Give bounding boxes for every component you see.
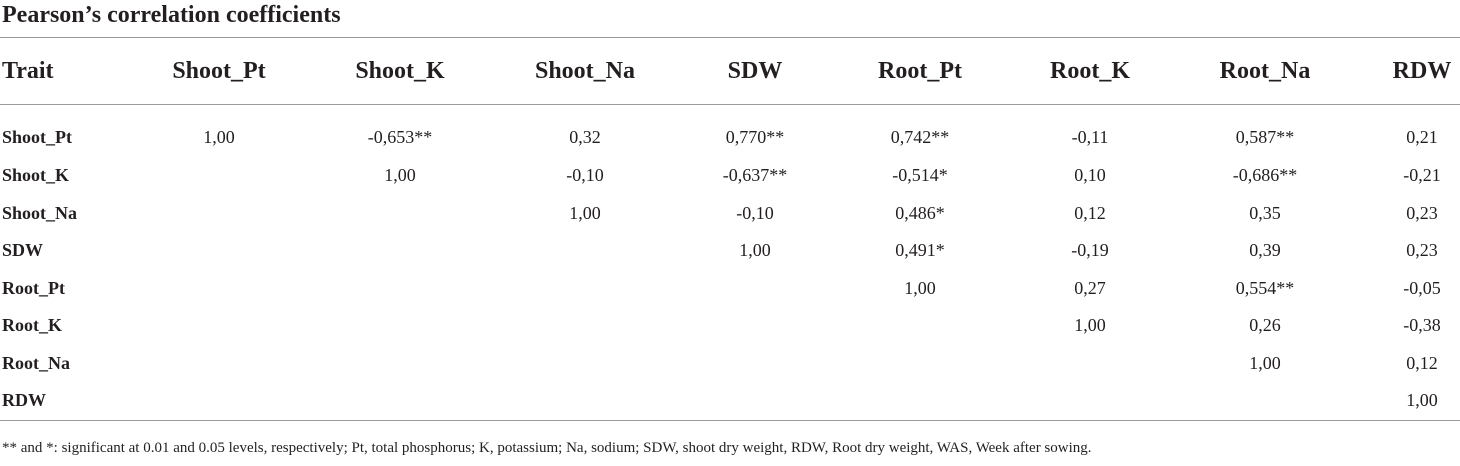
column-header-trait: Trait (2, 58, 54, 84)
table-cell: 1,00 (569, 203, 601, 223)
table-cell: 1,00 (1074, 315, 1106, 335)
column-header-root-k: Root_K (1050, 58, 1130, 84)
row-label: Shoot_Pt (2, 127, 73, 147)
table-cell: -0,38 (1403, 315, 1441, 335)
column-header-shoot-na: Shoot_Na (534, 58, 636, 84)
table-cell: -0,11 (1071, 127, 1109, 147)
table-cell: -0,514* (892, 165, 948, 185)
table-cell: -0,19 (1071, 240, 1109, 260)
table-cell: 0,742** (890, 127, 950, 147)
bottom-rule (0, 420, 1460, 421)
row-label: RDW (2, 390, 46, 410)
table-cell: 0,770** (725, 127, 785, 147)
table-cell: -0,10 (566, 165, 604, 185)
table-cell: 0,10 (1074, 165, 1106, 185)
table-cell: 0,12 (1074, 203, 1106, 223)
table-cell: 0,39 (1249, 240, 1281, 260)
column-header-shoot-k: Shoot_K (355, 58, 445, 84)
table-cell: -0,653** (367, 127, 433, 147)
table-cell: 0,26 (1249, 315, 1281, 335)
table-cell: 0,491* (895, 240, 945, 260)
table-title: Pearson’s correlation coefficients (2, 2, 341, 28)
table-cell: 1,00 (1406, 390, 1438, 410)
table-cell: 1,00 (904, 278, 936, 298)
table-cell: 0,23 (1406, 203, 1438, 223)
table-cell: 0,21 (1406, 127, 1438, 147)
table-cell: 1,00 (739, 240, 771, 260)
table-cell: 0,23 (1406, 240, 1438, 260)
table-cell: -0,21 (1403, 165, 1441, 185)
table-cell: 1,00 (384, 165, 416, 185)
table-cell: -0,10 (736, 203, 774, 223)
table-cell: 1,00 (1249, 353, 1281, 373)
column-header-sdw: SDW (727, 58, 783, 84)
column-header-rdw: RDW (1392, 58, 1452, 84)
table-cell: -0,05 (1403, 278, 1441, 298)
column-header-root-pt: Root_Pt (878, 58, 962, 84)
table-cell: 0,35 (1249, 203, 1281, 223)
row-label: Root_K (2, 315, 62, 335)
table-cell: 0,27 (1074, 278, 1106, 298)
table-cell: 0,12 (1406, 353, 1438, 373)
header-rule (0, 104, 1460, 105)
table-cell: -0,686** (1232, 165, 1298, 185)
row-label: Root_Pt (2, 278, 65, 298)
row-label: Shoot_K (2, 165, 70, 185)
table-footnote: ** and *: significant at 0.01 and 0.05 levels, respectively; Pt, total phosphorus; K, potassium; Na, sodium; SDW, shoot dry weight, RDW, Root dry weight, WAS, Week after sowing. (2, 440, 1092, 456)
column-header-root-na: Root_Na (1219, 58, 1311, 84)
table-cell: 1,00 (203, 127, 235, 147)
table-cell: 0,486* (895, 203, 945, 223)
table-cell: 0,587** (1235, 127, 1295, 147)
table-cell: 0,32 (569, 127, 601, 147)
top-rule (0, 37, 1460, 38)
column-header-shoot-pt: Shoot_Pt (172, 58, 266, 84)
table-cell: 0,554** (1235, 278, 1295, 298)
row-label: SDW (2, 240, 44, 260)
table-cell: -0,637** (722, 165, 788, 185)
row-label: Root_Na (2, 353, 70, 373)
row-label: Shoot_Na (2, 203, 78, 223)
